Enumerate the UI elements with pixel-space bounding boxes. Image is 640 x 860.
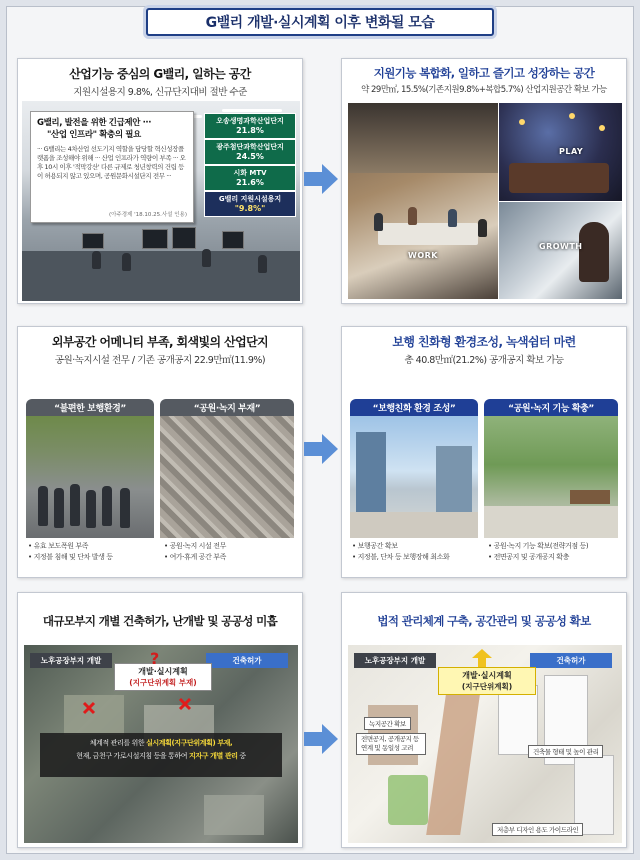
panel-subtitle: 지원시설용지 9.8%, 신규단지대비 절반 수준 xyxy=(73,87,247,98)
stat-value: 24.5% xyxy=(236,152,264,161)
stat-label: G밸리 지원시설용지 xyxy=(218,195,282,203)
panel-future-development xyxy=(341,592,627,848)
list-item: • 유효 보도폭원 부족 xyxy=(28,541,113,552)
panel-subtitle: 공원·녹지시설 전무 / 기존 공개공지 22.9만㎡(11.9%) xyxy=(54,355,266,366)
stat-value: 21.6% xyxy=(236,178,264,187)
management-note xyxy=(40,733,282,777)
page-title: G밸리 개발·실시계획 이후 변화될 모습 xyxy=(146,8,494,36)
callout-building-form: 건축물 형태 및 높이 관리 xyxy=(528,745,603,758)
crowded-sidewalk-photo xyxy=(26,416,154,538)
work-photo xyxy=(348,103,498,299)
quote-source: (아주경제 '18.10.25.사설 인용) xyxy=(108,212,187,218)
cross-icon xyxy=(178,697,192,711)
panel-title: 대규모부지 개별 건축허가, 난개발 및 공공성 미흡 xyxy=(42,614,278,628)
callout-public-space: 전면공지, 공개공지 등 연계 및 동일성 고려 xyxy=(356,733,426,755)
stat-gwangju xyxy=(204,139,296,165)
label-building-permit: 건축허가 xyxy=(530,653,612,668)
news-quote-box xyxy=(30,111,194,223)
panel-current-workspace xyxy=(17,58,303,304)
panel-title: 보행 친화형 환경조성, 녹색쉼터 마련 xyxy=(392,335,576,349)
growth-photo xyxy=(499,202,622,299)
play-tag: PLAY xyxy=(559,147,584,156)
note-text: 현재, 금천구 가로시설지침 등을 통하여 xyxy=(76,752,189,760)
list-item: • 지정블 침해 및 단차 발생 등 xyxy=(28,552,113,563)
park-benefits-list xyxy=(488,541,588,563)
list-item: • 여가·휴게 공간 부족 xyxy=(164,552,226,563)
note-highlight: 실시계획(지구단위계획) 부재, xyxy=(146,739,233,747)
plan-box-present xyxy=(438,667,536,695)
tab-park-expansion: “공원·녹지 기능 확충” xyxy=(484,399,618,416)
callout-ground-design: 저층부 디자인 용도 가이드라인 xyxy=(492,823,583,836)
label-building-permit: 건축허가 xyxy=(206,653,288,668)
stat-sihwa xyxy=(204,165,296,191)
panel-title: 법적 관리체계 구축, 공간관리 및 공공성 확보 xyxy=(377,614,591,628)
question-mark: ? xyxy=(150,649,160,668)
list-item: • 공원·녹지 시설 전무 xyxy=(164,541,226,552)
walking-issues-list xyxy=(28,541,113,563)
panel-title: 외부공간 어메니티 부족, 회색빛의 산업단지 xyxy=(51,335,269,349)
note-text: 중 xyxy=(237,752,246,760)
work-tag: WORK xyxy=(408,251,438,260)
quote-heading-1: G밸리, 발전을 위한 긴급제안 ··· xyxy=(37,118,152,128)
tab-park-absence: “공원·녹지 부재” xyxy=(160,399,294,416)
cross-icon xyxy=(82,701,96,715)
panel-subtitle: 약 29만㎡, 15.5%(기존지원9.8%+복합5.7%) 산업지원공간 확보 가능 xyxy=(361,85,607,95)
stat-label: 시화 MTV xyxy=(233,169,267,177)
quote-heading-2: "산업 인프라" 확충의 필요 xyxy=(47,130,141,140)
tab-walking-environment: “불편한 보행환경” xyxy=(26,399,154,416)
note-highlight: 지자구 개별 관리 xyxy=(188,752,238,760)
dense-buildings-photo xyxy=(160,416,294,538)
panel-subtitle: 총 40.8만㎡(21.2%) 공개공지 확보 가능 xyxy=(404,355,564,366)
note-text: 체계적 관리를 위한 xyxy=(89,739,147,747)
plan-title: 개발·실시계획 xyxy=(138,667,188,676)
label-old-factory: 노후공장부지 개발 xyxy=(30,653,112,668)
tab-pedestrian-friendly: “보행친화 환경 조성” xyxy=(350,399,478,416)
plan-box-absent xyxy=(114,663,212,691)
stat-value: 21.8% xyxy=(236,126,264,135)
list-item: • 보행공간 확보 xyxy=(352,541,449,552)
green-park-render xyxy=(484,416,618,538)
arrow-up-icon xyxy=(472,649,492,667)
stat-label: 광주첨단과학산업단지 xyxy=(216,143,284,151)
growth-tag: GROWTH xyxy=(539,242,583,251)
callout-green-space: 녹지공간 확보 xyxy=(364,717,411,730)
stat-value: "9.8%" xyxy=(234,204,266,213)
pedestrian-benefits-list xyxy=(352,541,449,563)
quote-body: ··· G밸리는 4차산업 선도기지 역할을 담당할 혁신성장플랫폼을 조성해야 위해 ··· 산업 인프라가 역량이 부족 ··· 오후 10시 이후 '적막강산' 다른 규제로 청년창력의 건립 등이 허용되지 않고 있으며, 공원문화시설단지 전무 ··· xyxy=(37,145,186,180)
panel-title: 산업기능 중심의 G밸리, 일하는 공간 xyxy=(69,67,251,81)
panel-current-outdoor xyxy=(17,326,303,578)
plan-title: 개발·실시계획 xyxy=(462,671,512,680)
list-item: • 공원·녹지 기능 확보(전략거점 등) xyxy=(488,541,588,552)
play-photo xyxy=(499,103,622,201)
panel-current-development xyxy=(17,592,303,848)
stat-label: 오송생명과학산업단지 xyxy=(216,117,284,125)
arrow-right-icon xyxy=(304,162,340,196)
arrow-right-icon xyxy=(304,722,340,756)
pedestrian-street-render xyxy=(350,416,478,538)
plan-status: (지구단위계획 부재) xyxy=(129,678,197,687)
label-old-factory: 노후공장부지 개발 xyxy=(354,653,436,668)
stat-gvalley xyxy=(204,191,296,217)
plan-status: (지구단위계획) xyxy=(461,682,513,691)
arrow-right-icon xyxy=(304,432,340,466)
park-issues-list xyxy=(164,541,226,563)
stat-osong xyxy=(204,113,296,139)
list-item: • 지정블, 단차 등 보행장해 최소화 xyxy=(352,552,449,563)
panel-future-outdoor xyxy=(341,326,627,578)
panel-title: 지원기능 복합화, 일하고 즐기고 성장하는 공간 xyxy=(373,66,595,80)
panel-future-workspace xyxy=(341,58,627,304)
list-item: • 전면공지 및 공개공지 확충 xyxy=(488,552,588,563)
